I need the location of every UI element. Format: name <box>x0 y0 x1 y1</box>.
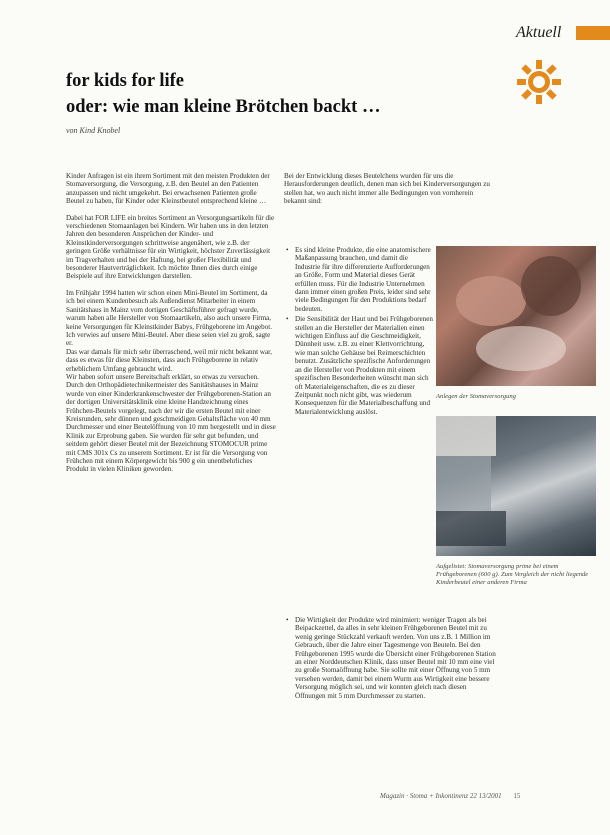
photo-caption: Aufgelistet: Stomaversorgung prime bei einem Frühgeborenen (600 g). Zum Vergleich der nicht liegende Kinderbeutel einer anderen Firma <box>436 563 589 586</box>
page-number: 15 <box>513 792 521 800</box>
author-byline: von Kind Knobel <box>66 126 121 135</box>
bullet-item: • Es sind kleine Produkte, die eine anatomischere Maßanpassung brauchen, und damit die Industrie für ihre differenzierte Aufforderungen an Größe, Form und Material dieses Gerät erfüllen muss. Für die Industrie Unternehmen dann immer einen großen Preis, leider sind sehr viele Bedingungen für den Produktions bedarf bedeuten. <box>286 246 434 313</box>
photo-caption: Anlegen der Stomaversorgung <box>436 393 516 400</box>
paragraph: Wir haben sofort unsere Bereitschaft erklärt, so etwas zu versuchen. Durch den Orthopädietechnikermeister des Sanitätshauses in Mainz wurde von einer Kinderkrankenschwester der Frühgeborenen-Station an der dortigen Universitätsklinik eine kleine Handzeichnung eines Frühchen-Beutels vorgelegt, nach der wir die ersten Beutel mit einer Kreisrunden, sehr dünnen und geschmeidigen Gehaltsfläche von 40 mm Durchmesser und einer Beutelöffnung von 10 mm hergestellt und in diese Klinik zur Erprobung gaben. Sie wurden für sehr gut befunden, und seitdem gehört dieser Beutel mit der Bezeichnung STOMOCUR prime mit CMS 301x Cs zu unserem Sortiment. Er ist für die Versorgung von Frühchen mit einem Körpergewicht bis 900 g ein unentbehrliches Produkt in vielen Kliniken geworden. <box>66 372 276 474</box>
paragraph: Kinder Anfragen ist ein ihrem Sortiment mit den meisten Produkten der Stomaversorgung, die Versorgung, z.B. den Beutel an den Patienten anzupassen und nicht umgekehrt. Bei erwachsenen Patienten große Beutel zu haben, für Kinder oder Kleinstbeutel entsprechend kleine … <box>66 172 270 206</box>
page-footer <box>380 792 580 800</box>
paragraph: Das war damals für mich sehr überraschend, weil mir nicht bekannt war, dass es etwas für diese Kleinsten, dass auch Frühgeborene in relativ erheblichem Umfang gebraucht wird. <box>66 347 272 373</box>
magazine-reference: Magazin · Stoma + Inkontinenz 22 13/2001 <box>380 792 502 800</box>
bullet-item: • Die Wirtigkeit der Produkte wird minimiert: weniger Tragen als bei Beipackzettel, da alles in sehr kleinen Frühgeborenen Beutel mit zu wenig geringe Stückzahl verkauft werden. Von uns z.B. 1 Million im Gebrauch, über die Jahre einer Tagesmenge von Beuteln. Bei den Frühgeborenen 1995 wurde die Übersicht einer Frühgeborenen Station an einer Norddeutschen Klinik, dass unser Beutel mit 10 mm eine viel zu große Stomaöffnung habe. Sie sollte mit einer Öffnung von 5 mm versehen werden, damit bei einem Wurm aus Wirtigkeit eine bessere Versorgung möglich sei, und wir konnten gleich nach diesen Öffnungen mit 5 mm Durchmesser zu starten. <box>286 616 498 700</box>
bullet-list <box>286 246 434 418</box>
article-column-right-intro <box>284 172 496 214</box>
article-column-left <box>66 172 276 482</box>
paragraph: Bei der Entwicklung dieses Beutelchens wurden für uns die Herausforderungen deutlich, denen man sich bei Kinderversorgungen zu stellen hat, wo auch nicht immer alle Bedingungen von vornherein bekannt sind: <box>284 172 490 206</box>
sun-icon <box>515 58 563 106</box>
bullet-item: • Die Sensibilität der Haut und bei Frühgeborenen stellen an die Hersteller der Materialien einen wichtigen Einfluss auf die Geschmeidigkeit, Dünnheit usw. z.B. zu einer Klettvorrichtung, wie man solche Gehäuse bei Reimerschichten benutzt. Zusätzliche spezifische Anforderungen an die Hersteller von Produkten mit einem spezifischen Besonderheiten wünscht man sich oft Materialeigenschaften, die es zu dieser Zeitpunkt noch nicht gibt, was wiederum Konsequenzen für die Materialbeschaffung und Materialentwicklung auslöst. <box>286 315 434 416</box>
paragraph: Dabei hat FOR LIFE ein breites Sortiment an Versorgungsartikeln für die verschiedenen Stomaanlagen bei Kindern. Wir haben uns in den letzten Jahren den besonderen Ansprüchen der Kinder- und Kleinstkinderversorgungen schrittweise angenähert, wie z.B. der geringen Größe verhältnisse für ein Wirtigkeit, höchster Zuverlässigkeit im Tragverhalten und bei der Haftung, bei großer Flexibilität und besonderer Hautverträglichkeit. Ich möchte Ihnen dies durch einige Beispiele auf ihre Entwicklungen darstellen. <box>66 213 275 281</box>
section-label: Aktuell <box>516 24 562 41</box>
section-accent-tab <box>576 26 610 40</box>
paragraph: Im Frühjahr 1994 hatten wir schon einen Mini-Beutel im Sortiment, da ich bei einem Kundenbesuch als Außendienst Mitarbeiter in einem Sanitätshaus in Mainz vom dortigen Geschäftsführer gefragt wurde, warum haben alle Hersteller von Stomaartikeln, also auch unsere Firma, keine Versorgungen für Kleinstkinder Babys, Frühgeborene im Angebot. <box>66 288 273 331</box>
title-line-1: for kids for life <box>66 71 185 91</box>
title-line-2: oder: wie man kleine Brötchen backt … <box>66 97 381 117</box>
photo-premature-infant <box>436 416 596 556</box>
photo-stoma-application <box>436 246 596 386</box>
article-title <box>66 68 506 120</box>
bullet-list-continued <box>286 616 498 700</box>
paragraph: Ich verwies auf unsere Mini-Beutel. Aber diese seien viel zu groß, sagte er. <box>66 330 271 348</box>
